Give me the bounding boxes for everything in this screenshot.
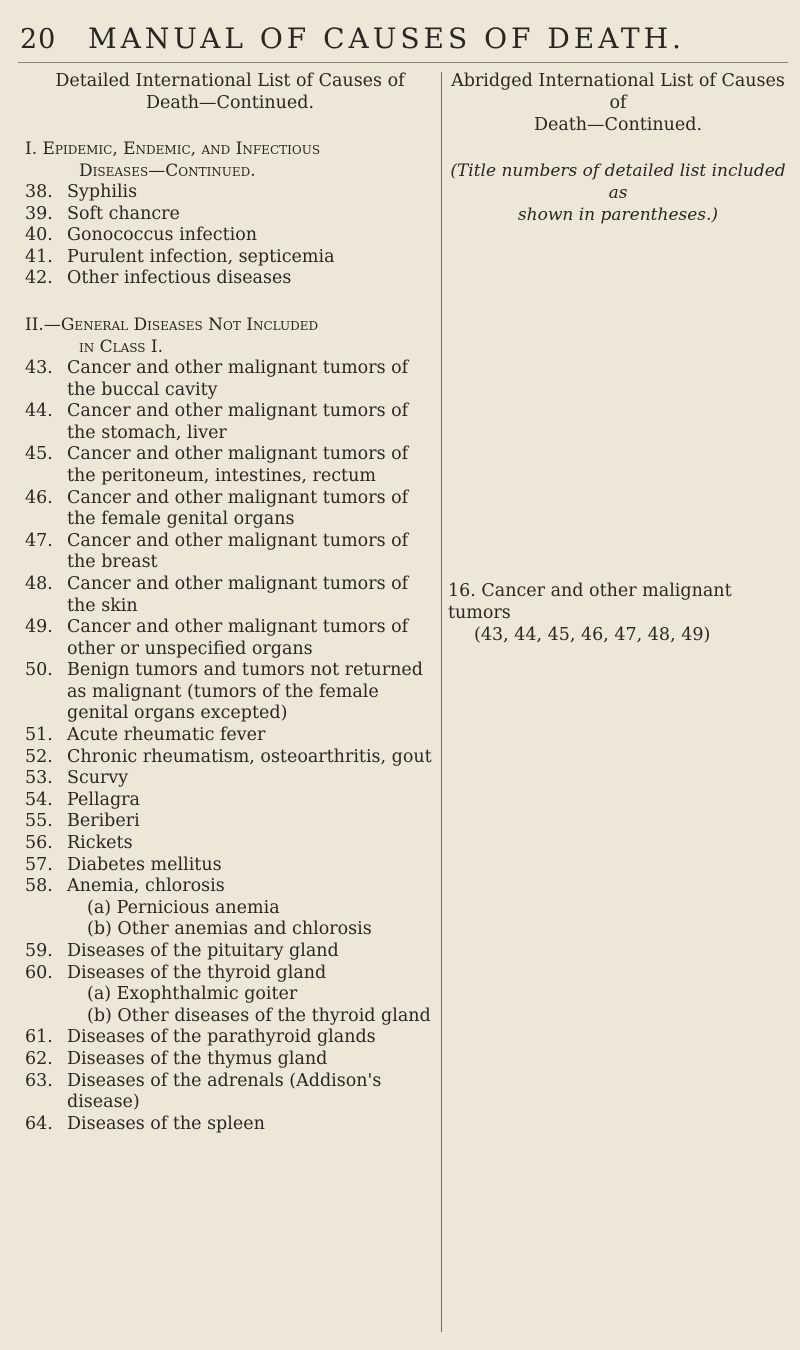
- abridged-heading-line1: Abridged International List of Causes of: [451, 71, 785, 113]
- item-number: 59.: [25, 941, 53, 961]
- item-number: 51.: [25, 725, 53, 746]
- item-text: Cancer and other malignant tumors of the buccal cavity: [67, 357, 409, 400]
- list-item: [25, 747, 435, 769]
- item-number: 46.: [25, 487, 53, 508]
- detailed-list-column: [25, 70, 435, 1135]
- abridged-note: [448, 160, 788, 226]
- item-number: 53.: [25, 768, 53, 789]
- item-number: 58.: [25, 876, 53, 897]
- list-item: [25, 204, 435, 226]
- item-number: 63.: [25, 1070, 53, 1091]
- item-number: 39.: [25, 203, 53, 224]
- section-2-title: [25, 314, 435, 358]
- list-item: [25, 941, 435, 963]
- running-title: MANUAL OF CAUSES OF DEATH.: [88, 22, 685, 55]
- item-text: Diseases of the thyroid gland: [67, 962, 327, 983]
- detailed-list-heading: [25, 70, 435, 114]
- list-item: [25, 833, 435, 855]
- item-text: Chronic rheumatism, osteoarthritis, gout: [67, 746, 432, 767]
- item-text: Syphilis: [67, 182, 138, 202]
- section-1-title-line2: Diseases—Continued.: [79, 161, 256, 181]
- sub-item: (b) Other anemias and chlorosis: [87, 919, 372, 940]
- item-number: 61.: [25, 1027, 53, 1048]
- list-item: [25, 1049, 435, 1071]
- item-number: 38.: [25, 182, 53, 202]
- item-text: Cancer and other malignant tumors of the female genital organs: [67, 487, 409, 530]
- item-number: 45.: [25, 444, 53, 465]
- column-divider: [441, 72, 442, 1332]
- list-item: [25, 876, 435, 941]
- abridged-note-line1: (Title numbers of detailed list included as: [450, 161, 786, 203]
- section-1-title: [25, 138, 435, 182]
- item-text: Benign tumors and tumors not returned as malignant (tumors of the female genital organs excepted): [67, 660, 423, 724]
- item-number: 44.: [25, 401, 53, 422]
- abridged-list-heading: [448, 70, 788, 136]
- list-item: [25, 1071, 435, 1114]
- item-text: Cancer and other malignant tumors of other or unspecified organs: [67, 617, 409, 659]
- section-2-list: [25, 358, 435, 1135]
- item-text: Acute rheumatic fever: [67, 725, 266, 746]
- item-text: Diseases of the thymus gland: [67, 1048, 328, 1069]
- list-item: [25, 811, 435, 833]
- item-text: Cancer and other malignant tumors of the stomach, liver: [67, 401, 409, 443]
- list-item: [25, 247, 435, 269]
- item-text: Other infectious diseases: [67, 268, 292, 289]
- list-item: [25, 268, 435, 290]
- item-number: 56.: [25, 833, 53, 854]
- list-item: [25, 1114, 435, 1136]
- section-1-title-line1: I. Epidemic, Endemic, and Infectious: [25, 139, 321, 159]
- section-1-list: [25, 182, 435, 290]
- item-number: 64.: [25, 1113, 53, 1134]
- item-text: Diseases of the adrenals (Addison's disease): [67, 1070, 382, 1113]
- list-item: [25, 574, 435, 617]
- item-text: Diseases of the pituitary gland: [67, 941, 339, 961]
- item-number: 57.: [25, 854, 53, 875]
- abridged-note-line2: shown in parentheses.): [517, 205, 719, 225]
- list-item: [25, 358, 435, 401]
- header-rule: [18, 62, 788, 63]
- item-text: Cancer and other malignant tumors of the skin: [67, 573, 409, 616]
- list-item: [25, 617, 435, 660]
- list-item: [25, 768, 435, 790]
- item-number: 40.: [25, 225, 53, 246]
- list-item: [25, 225, 435, 247]
- list-item: [25, 660, 435, 725]
- list-item: [25, 855, 435, 877]
- item-text: Purulent infection, septicemia: [67, 246, 335, 267]
- item-number: 50.: [25, 660, 53, 681]
- list-item: [25, 531, 435, 574]
- abridged-entry-16: [448, 580, 793, 646]
- item-number: 43.: [25, 357, 53, 378]
- item-text: Scurvy: [67, 768, 129, 789]
- item-text: Rickets: [67, 833, 133, 854]
- detailed-heading-line1: Detailed International List of Causes of: [55, 71, 405, 91]
- page-number: 20: [20, 24, 57, 55]
- item-number: 41.: [25, 246, 53, 267]
- item-number: 60.: [25, 962, 53, 983]
- page-header: [18, 8, 788, 66]
- abridged-list-column: [448, 70, 788, 226]
- item-number: 48.: [25, 573, 53, 594]
- item-text: Diseases of the spleen: [67, 1113, 265, 1134]
- sub-item: (a) Exophthalmic goiter: [87, 984, 298, 1005]
- item-text: Cancer and other malignant tumors of the breast: [67, 530, 409, 573]
- list-item: [25, 488, 435, 531]
- list-item: [25, 401, 435, 444]
- list-item: [25, 1027, 435, 1049]
- list-item: [25, 725, 435, 747]
- list-item: [25, 963, 435, 1028]
- item-text: Diseases of the parathyroid glands: [67, 1027, 376, 1048]
- item-number: 62.: [25, 1048, 53, 1069]
- abridged-entry-refs: (43, 44, 45, 46, 47, 48, 49): [474, 625, 711, 645]
- item-number: 54.: [25, 789, 53, 810]
- abridged-entry-title: 16. Cancer and other malignant tumors: [448, 581, 732, 623]
- sub-item: (a) Pernicious anemia: [87, 897, 280, 918]
- sub-item: (b) Other diseases of the thyroid gland: [87, 1005, 431, 1026]
- list-item: [25, 790, 435, 812]
- section-2-title-line1: II.—General Diseases Not Included: [25, 314, 319, 335]
- item-text: Anemia, chlorosis: [67, 876, 225, 897]
- abridged-heading-line2: Death—Continued.: [533, 115, 703, 135]
- item-text: Pellagra: [67, 789, 140, 810]
- item-number: 42.: [25, 268, 53, 289]
- item-text: Diabetes mellitus: [67, 854, 222, 875]
- item-text: Beriberi: [67, 811, 140, 832]
- item-number: 49.: [25, 617, 53, 638]
- section-2-title-line2: in Class I.: [79, 336, 164, 357]
- item-number: 52.: [25, 746, 53, 767]
- list-item: [25, 444, 435, 487]
- list-item: [25, 182, 435, 204]
- item-number: 47.: [25, 530, 53, 551]
- item-text: Gonococcus infection: [67, 225, 258, 246]
- item-text: Cancer and other malignant tumors of the peritoneum, intestines, rectum: [67, 444, 409, 486]
- detailed-heading-line2: Death—Continued.: [145, 93, 315, 113]
- item-text: Soft chancre: [67, 203, 180, 224]
- item-number: 55.: [25, 811, 53, 832]
